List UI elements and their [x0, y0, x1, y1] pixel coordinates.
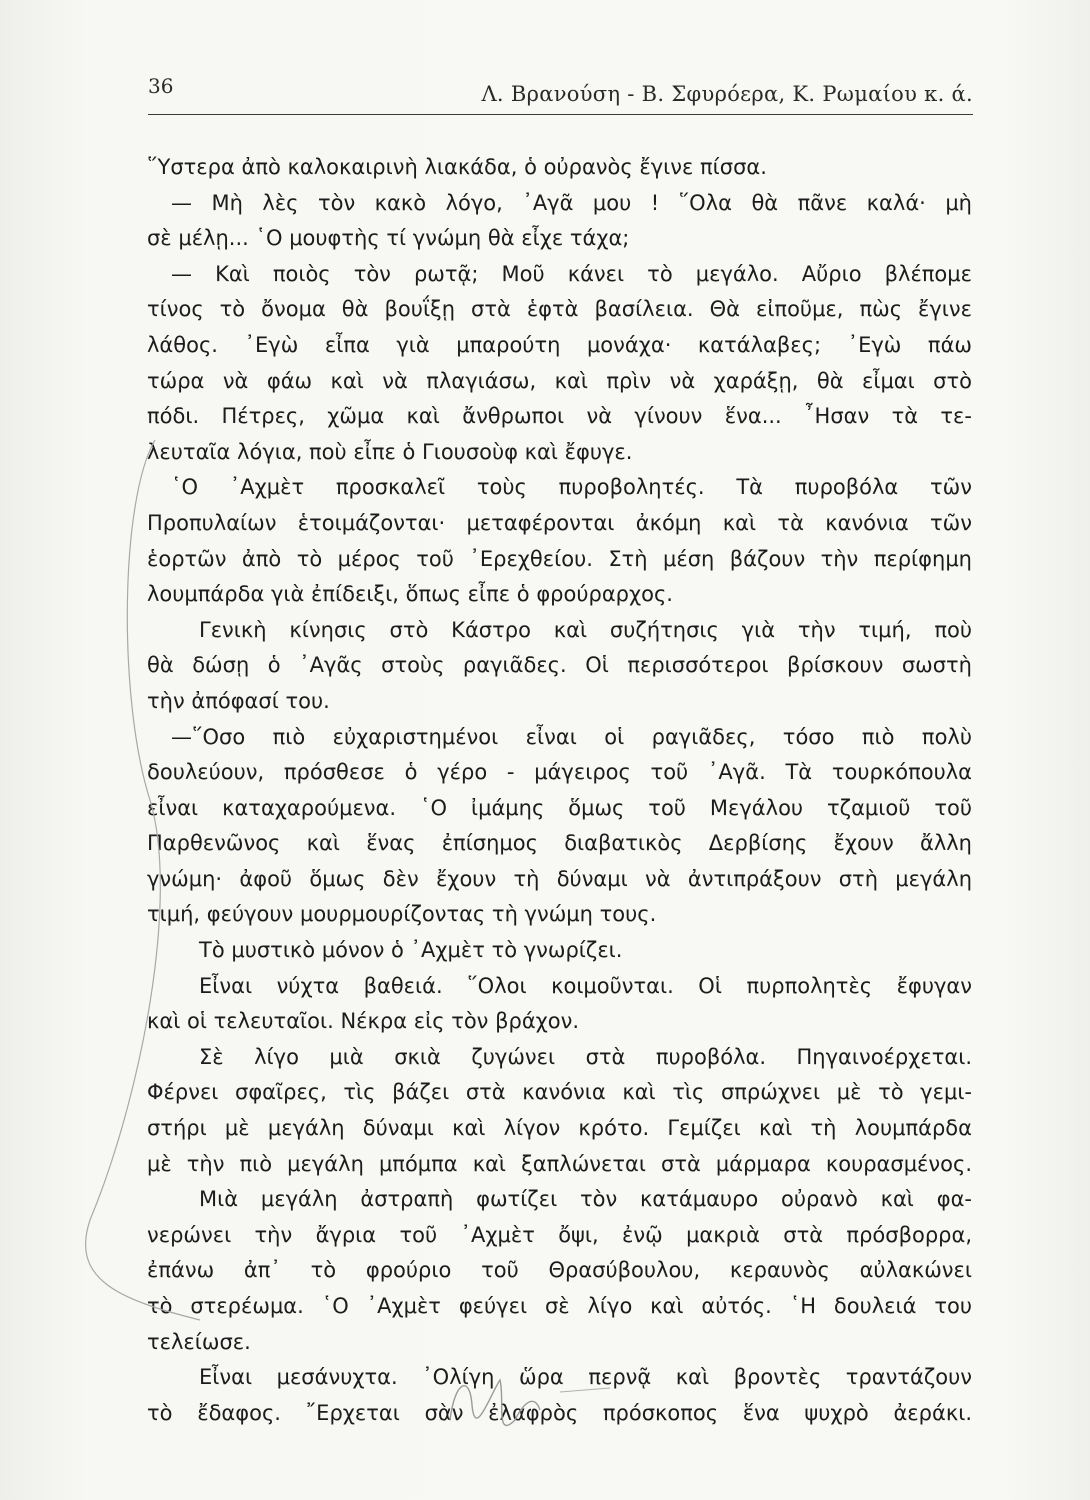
- text-line: εἶναι καταχαρούμενα. ῾Ο ἰμάμης ὅμως τοῦ Μεγάλου τζαμιοῦ τοῦ: [147, 795, 972, 820]
- text-line: — Μὴ λὲς τὸν κακὸ λόγο, ᾿Αγᾶ μου ! ῞Ολα θὰ πᾶνε καλά· μὴ: [171, 190, 972, 215]
- text-line: νερώνει τὴν ἄγρια τοῦ ᾿Αχμὲτ ὄψι, ἐνῷ μακριὰ στὰ πρόσβορρα,: [147, 1222, 972, 1247]
- text-line: Γενικὴ κίνησις στὸ Κάστρο καὶ συζήτησις γιὰ τὴν τιμή, ποὺ: [199, 617, 972, 642]
- text-line: Παρθενῶνος καὶ ἕνας ἐπίσημος διαβατικὸς Δερβίσης ἔχουν ἄλλη: [147, 831, 972, 856]
- text-line: τίνος τὸ ὄνομα θὰ βουΐξῃ στὰ ἑφτὰ βασίλεια. Θὰ εἰποῦμε, πὼς ἔγινε: [147, 297, 972, 322]
- text-line: τὴν ἀπόφασί του.: [147, 688, 330, 713]
- page-number: 36: [148, 74, 174, 98]
- text-line: δουλεύουν, πρόσθεσε ὁ γέρο - μάγειρος τοῦ ᾿Αγᾶ. Τὰ τουρκόπουλα: [147, 760, 972, 785]
- text-line: Εἶναι μεσάνυχτα. ᾿Ολίγη ὥρα περνᾷ καὶ βροντὲς τραντάζουν: [199, 1365, 972, 1390]
- text-line: λουμπάρδα γιὰ ἐπίδειξι, ὅπως εἶπε ὁ φρούραρχος.: [147, 582, 673, 607]
- text-line: —῞Οσο πιὸ εὐχαριστημένοι εἶναι οἱ ραγιᾶδες, τόσο πιὸ πολὺ: [171, 724, 972, 749]
- text-line: Μιὰ μεγάλη ἀστραπὴ φωτίζει τὸν κατάμαυρο οὐρανὸ καὶ φα-: [199, 1187, 972, 1212]
- page-header: [148, 70, 973, 110]
- text-line: σὲ μέλῃ... ῾Ο μουφτὴς τί γνώμη θὰ εἶχε τάχα;: [147, 226, 630, 251]
- text-line: Προπυλαίων ἑτοιμάζονται· μεταφέρονται ἀκόμη καὶ τὰ κανόνια τῶν: [147, 510, 972, 535]
- text-line: τελείωσε.: [147, 1329, 251, 1354]
- header-rule: [148, 114, 973, 115]
- text-line: καὶ οἱ τελευταῖοι. Νέκρα εἰς τὸν βράχον.: [147, 1009, 580, 1034]
- text-line: ῞Υστερα ἀπὸ καλοκαιρινὴ λιακάδα, ὁ οὐρανὸς ἔγινε πίσσα.: [147, 155, 767, 179]
- text-line: στήρι μὲ μεγάλη δύναμι καὶ λίγον κρότο. Γεμίζει καὶ τὴ λουμπάρδα: [147, 1116, 972, 1141]
- text-line: ῾Ο ᾿Αχμὲτ προσκαλεῖ τοὺς πυροβολητές. Τὰ πυροβόλα τῶν: [171, 475, 972, 500]
- text-line: Τὸ μυστικὸ μόνον ὁ ᾿Αχμὲτ τὸ γνωρίζει.: [199, 938, 623, 963]
- text-line: ἐπάνω ἀπ᾿ τὸ φρούριο τοῦ Θρασύβουλου, κεραυνὸς αὐλακώνει: [147, 1258, 972, 1283]
- text-line: πόδι. Πέτρες, χῶμα καὶ ἄνθρωποι νὰ γίνουν ἕνα... ῏Ησαν τὰ τε-: [147, 404, 972, 429]
- text-line: τὸ στερέωμα. ῾Ο ᾿Αχμὲτ φεύγει σὲ λίγο καὶ αὐτός. ῾Η δουλειά του: [147, 1294, 972, 1318]
- running-head: Λ. Βρανούση - Β. Σφυρόερα, Κ. Ρωμαίου κ. ά.: [481, 82, 973, 106]
- body-text: [147, 150, 972, 1431]
- text-line: τὸ ἔδαφος. ῎Ερχεται σὰν ἐλαφρὸς πρόσκοπος ἕνα ψυχρὸ ἀεράκι.: [147, 1400, 972, 1425]
- text-line: τώρα νὰ φάω καὶ νὰ πλαγιάσω, καὶ πρὶν νὰ χαράξῃ, θὰ εἶμαι στὸ: [147, 368, 972, 393]
- text-line: τιμή, φεύγουν μουρμουρίζοντας τὴ γνώμη τους.: [147, 902, 657, 927]
- text-line: μὲ τὴν πιὸ μεγάλη μπόμπα καὶ ξαπλώνεται στὰ μάρμαρα κουρασμένος.: [147, 1151, 972, 1176]
- text-line: Φέρνει σφαῖρες, τὶς βάζει στὰ κανόνια καὶ τὶς σπρώχνει μὲ τὸ γεμι-: [147, 1080, 972, 1105]
- text-line: γνώμη· ἀφοῦ ὅμως δὲν ἔχουν τὴ δύναμι νὰ ἀντιπράξουν στὴ μεγάλη: [147, 866, 972, 891]
- text-line: Σὲ λίγο μιὰ σκιὰ ζυγώνει στὰ πυροβόλα. Πηγαινοέρχεται.: [199, 1044, 972, 1069]
- text-line: ἑορτῶν ἀπὸ τὸ μέρος τοῦ ᾿Ερεχθείου. Στὴ μέση βάζουν τὴν περίφημη: [147, 546, 972, 571]
- text-line: θὰ δώσῃ ὁ ᾿Αγᾶς στοὺς ραγιᾶδες. Οἱ περισσότεροι βρίσκουν σωστὴ: [147, 653, 972, 678]
- text-line: Εἶναι νύχτα βαθειά. ῞Ολοι κοιμοῦνται. Οἱ πυρπολητὲς ἔφυγαν: [199, 973, 972, 998]
- text-line: — Καὶ ποιὸς τὸν ρωτᾷ; Μοῦ κάνει τὸ μεγάλο. Αὔριο βλέπομε: [171, 261, 972, 286]
- text-line: λευταῖα λόγια, ποὺ εἶπε ὁ Γιουσοὺφ καὶ ἔφυγε.: [147, 439, 633, 464]
- text-line: λάθος. ᾿Εγὼ εἶπα γιὰ μπαρούτη μονάχα· κατάλαβες; ᾿Εγὼ πάω: [147, 332, 972, 357]
